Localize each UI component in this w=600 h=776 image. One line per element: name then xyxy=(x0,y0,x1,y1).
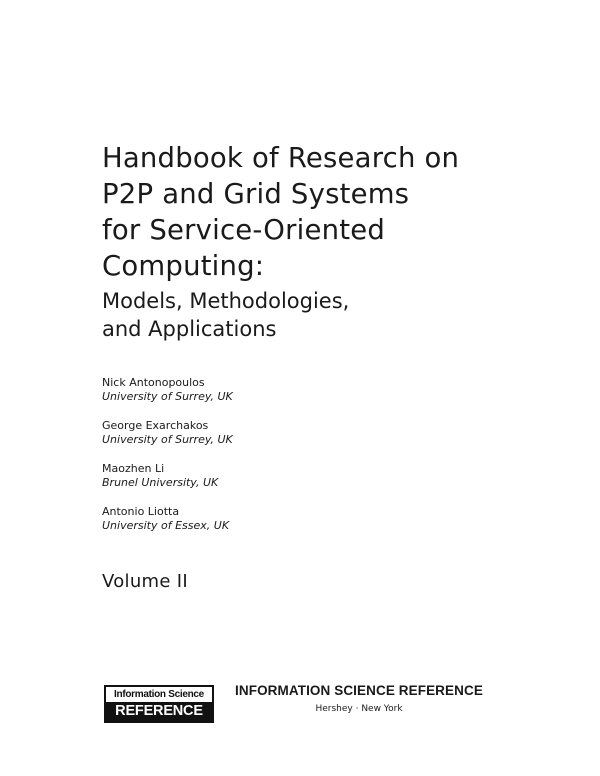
author-entry xyxy=(102,462,233,490)
title-line: Handbook of Research on xyxy=(102,142,460,174)
title-line: for Service-Oriented xyxy=(102,214,385,246)
volume-label: Volume II xyxy=(102,571,188,592)
author-affiliation: Brunel University, UK xyxy=(102,476,219,489)
title-line: P2P and Grid Systems xyxy=(102,178,410,210)
publisher-location: Hershey · New York xyxy=(315,704,403,714)
publisher-name: INFORMATION SCIENCE REFERENCE xyxy=(235,683,483,698)
logo-top-text: Information Science xyxy=(106,687,212,702)
author-entry xyxy=(102,376,233,404)
subtitle-line: and Applications xyxy=(102,317,277,341)
publisher-info xyxy=(218,683,500,714)
author-list xyxy=(102,376,233,548)
author-name: Antonio Liotta xyxy=(102,505,180,518)
author-entry xyxy=(102,505,233,533)
publisher-logo xyxy=(104,685,214,723)
author-affiliation: University of Essex, UK xyxy=(102,519,230,532)
subtitle-line: Models, Methodologies, xyxy=(102,289,350,313)
author-affiliation: University of Surrey, UK xyxy=(102,433,233,446)
author-name: Nick Antonopoulos xyxy=(102,376,205,389)
logo-bottom-text: REFERENCE xyxy=(106,702,212,721)
book-title xyxy=(102,140,459,343)
author-name: Maozhen Li xyxy=(102,462,165,475)
author-affiliation: University of Surrey, UK xyxy=(102,390,233,403)
author-name: George Exarchakos xyxy=(102,419,209,432)
author-entry xyxy=(102,419,233,447)
title-line: Computing: xyxy=(102,250,265,282)
